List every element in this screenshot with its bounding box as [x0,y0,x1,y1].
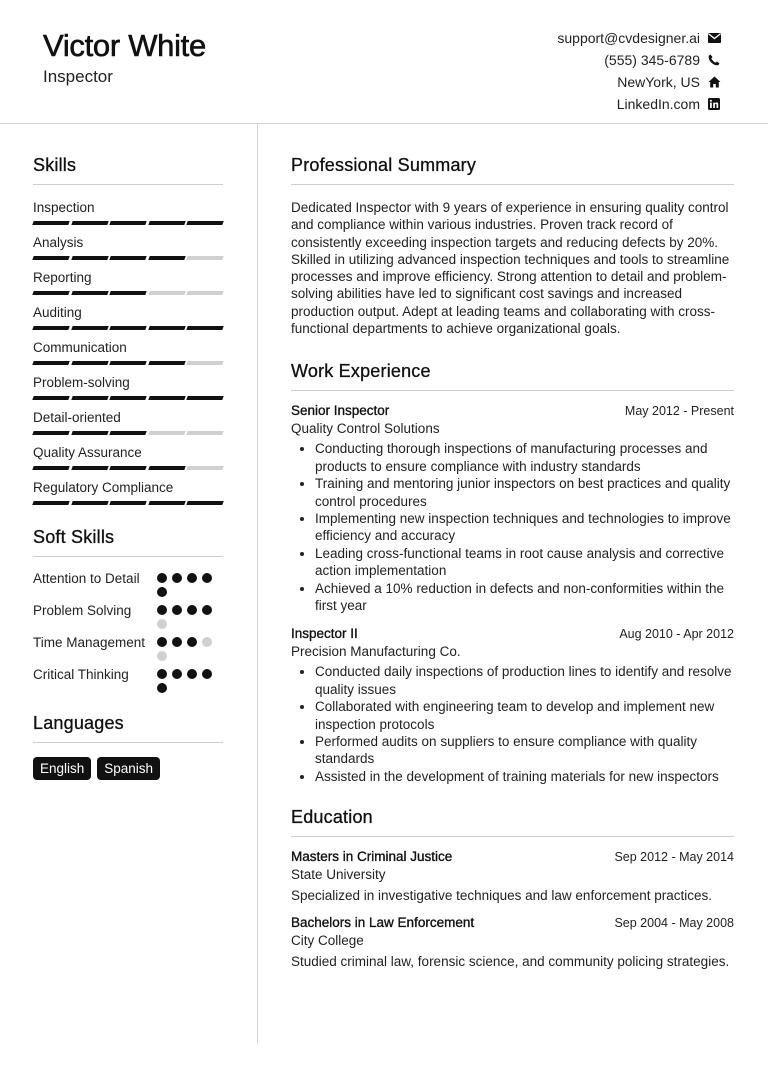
contact-email-text: support@cvdesigner.ai [557,30,700,46]
skill-item [33,375,223,400]
skill-level-segment [109,466,146,470]
skill-level-segment [32,361,69,365]
rating-dot [172,669,182,679]
skill-level-segment [148,501,185,505]
job-date: May 2012 - Present [624,404,734,419]
job-bullet: • Collaborated with engineering team to develop and implement new inspection protocols [315,698,734,733]
soft-skill-name: Problem Solving [33,603,132,618]
skill-level-segment [109,501,146,505]
skill-level-segment [71,221,108,225]
left-column [33,155,223,780]
skill-level-bar [33,256,223,260]
job-title: Inspector II [291,626,358,642]
skill-level-segment [148,256,185,260]
skill-level-segment [109,291,146,295]
skill-level-segment [109,256,146,260]
job-bullet: • Implementing new inspection techniques and technologies to improve efficiency and accuracy [315,510,734,545]
contact-location [557,71,721,93]
skill-level-segment [109,326,146,330]
rating-dot [157,669,167,679]
skill-item [33,445,223,470]
education-degree: Bachelors in Law Enforcement [291,915,475,931]
education-entry [291,915,734,969]
education-header [291,915,734,930]
skill-level-segment [187,221,224,225]
skill-level-segment [109,396,146,400]
soft-skill-item [33,570,223,597]
contact-list [557,27,721,115]
skill-level-segment [32,396,69,400]
rating-dot [157,619,167,629]
skill-level-segment [148,396,185,400]
job-bullet: • Performed audits on suppliers to ensure compliance with quality standards [315,733,734,768]
skill-level-segment [148,466,185,470]
soft-skill-name: Critical Thinking [33,667,129,682]
rating-dot [172,605,182,615]
languages-heading: Languages [33,713,223,743]
skill-level-bar [33,501,223,505]
skill-level-segment [148,361,185,365]
skill-name: Inspection [33,200,95,215]
soft-skill-rating [157,570,217,597]
summary-heading: Professional Summary [291,155,734,185]
skill-name: Reporting [33,270,92,285]
job-date: Aug 2010 - Apr 2012 [619,627,734,642]
skill-level-segment [71,291,108,295]
column-divider [257,124,258,1044]
skill-name: Problem-solving [33,375,130,390]
skill-level-segment [187,466,224,470]
skill-level-segment [148,221,185,225]
skill-level-bar [33,431,223,435]
skill-item [33,235,223,260]
home-icon [707,75,721,89]
soft-skills-heading: Soft Skills [33,527,223,557]
skill-level-bar [33,326,223,330]
skill-level-segment [187,291,224,295]
skill-level-segment [32,291,69,295]
rating-dot [172,637,182,647]
education-degree: Masters in Criminal Justice [291,849,453,865]
rating-dot [157,683,167,693]
rating-dot [157,573,167,583]
rating-dot [157,651,167,661]
skill-level-segment [148,291,185,295]
job-entry [291,626,734,785]
skill-name: Auditing [33,305,82,320]
rating-dot [187,605,197,615]
skill-level-segment [71,431,108,435]
skill-level-bar [33,221,223,225]
rating-dot [187,669,197,679]
soft-skill-name: Time Management [33,635,146,650]
rating-dot [172,573,182,583]
soft-skill-rating [157,666,217,693]
education-header [291,849,734,864]
education-description: Studied criminal law, forensic science, and community policing strategies. [291,954,730,970]
skill-name: Detail-oriented [33,410,121,425]
education-date: Sep 2012 - May 2014 [614,850,734,865]
summary-text: Dedicated Inspector with 9 years of experience in ensuring quality control and compliance within various industries. Proven track record of consistently exceeding inspection targets and reducing defects by 20%. Skilled in utilizing advanced inspection techniques and tools to streamline processes and improve efficiency. Strong attention to detail and problem-solving abilities have led to significant cost savings and increased production output. Adept at leading teams and collaborating with cross-functional departments to achieve organizational goals. [291,200,730,337]
skill-level-segment [71,396,108,400]
skill-level-bar [33,396,223,400]
linkedin-icon [707,97,721,111]
skill-level-bar [33,291,223,295]
skill-level-segment [187,256,224,260]
skill-name: Communication [33,340,127,355]
contact-linkedin[interactable] [557,93,721,115]
skill-name: Analysis [33,235,84,250]
contact-location-text: NewYork, US [617,74,700,90]
skill-level-segment [71,466,108,470]
job-bullets [315,663,734,785]
skill-level-segment [32,256,69,260]
job-bullet: • Leading cross-functional teams in root cause analysis and corrective action implementation [315,545,734,580]
skill-level-segment [187,431,224,435]
skill-level-segment [109,221,146,225]
education-description: Specialized in investigative techniques and law enforcement practices. [291,888,712,904]
contact-phone-text: (555) 345-6789 [604,52,700,68]
skills-list [33,200,223,505]
skill-name: Quality Assurance [33,445,142,460]
soft-skill-rating [157,634,217,661]
skill-level-segment [32,501,69,505]
languages-list [33,757,223,780]
skill-level-segment [187,361,224,365]
skill-level-segment [109,361,146,365]
rating-dot [157,637,167,647]
right-column [291,155,734,969]
language-tag: English [33,757,91,780]
education-school: State University [291,867,386,883]
skill-item [33,200,223,225]
education-list [291,849,734,969]
job-bullet: • Achieved a 10% reduction in defects and non-conformities within the first year [315,580,734,615]
job-bullet: • Conducting thorough inspections of manufacturing processes and products to ensure compliance with industry standards [315,440,734,475]
job-company: Quality Control Solutions [291,421,440,437]
skill-level-segment [148,431,185,435]
job-bullet: • Conducted daily inspections of production lines to identify and resolve quality issues [315,663,734,698]
job-bullet: • Assisted in the development of training materials for new inspectors [315,768,734,785]
skill-level-bar [33,466,223,470]
skill-level-segment [187,326,224,330]
soft-skill-name: Attention to Detail [33,571,140,586]
job-title: Senior Inspector [291,403,390,419]
rating-dot [157,587,167,597]
education-heading: Education [291,807,734,837]
skill-level-segment [32,431,69,435]
skill-level-segment [71,256,108,260]
education-school: City College [291,933,364,949]
rating-dot [202,605,212,615]
skill-level-segment [32,466,69,470]
rating-dot [202,669,212,679]
job-header [291,403,734,418]
skill-item [33,480,223,505]
phone-icon [707,53,721,67]
rating-dot [157,605,167,615]
education-date: Sep 2004 - May 2008 [614,916,734,931]
skills-heading: Skills [33,155,223,185]
rating-dot [187,573,197,583]
soft-skill-rating [157,602,217,629]
skill-level-bar [33,361,223,365]
skill-level-segment [148,326,185,330]
skill-level-segment [187,396,224,400]
experience-list [291,403,734,785]
skill-level-segment [32,326,69,330]
skill-item [33,270,223,295]
experience-heading: Work Experience [291,361,734,391]
job-bullet: • Training and mentoring junior inspectors on best practices and quality control procedures [315,475,734,510]
soft-skill-item [33,602,223,629]
job-company: Precision Manufacturing Co. [291,644,461,660]
skill-item [33,340,223,365]
job-entry [291,403,734,614]
soft-skill-item [33,634,223,661]
rating-dot [202,573,212,583]
skill-level-segment [71,361,108,365]
candidate-title: Inspector [43,67,113,86]
job-header [291,626,734,641]
rating-dot [202,637,212,647]
candidate-name: Victor White [43,28,206,63]
soft-skill-item [33,666,223,693]
envelope-icon [707,31,721,45]
skill-level-segment [109,431,146,435]
skill-item [33,410,223,435]
skill-level-segment [187,501,224,505]
rating-dot [187,637,197,647]
contact-phone[interactable] [557,49,721,71]
soft-skills-list [33,570,223,693]
resume-header [0,0,768,124]
skill-level-segment [71,326,108,330]
skill-item [33,305,223,330]
skill-name: Regulatory Compliance [33,480,174,495]
skill-level-segment [32,221,69,225]
language-tag: Spanish [97,757,160,780]
skill-level-segment [71,501,108,505]
contact-email[interactable] [557,27,721,49]
contact-linkedin-text: LinkedIn.com [616,96,700,112]
education-entry [291,849,734,903]
job-bullets [315,440,734,614]
